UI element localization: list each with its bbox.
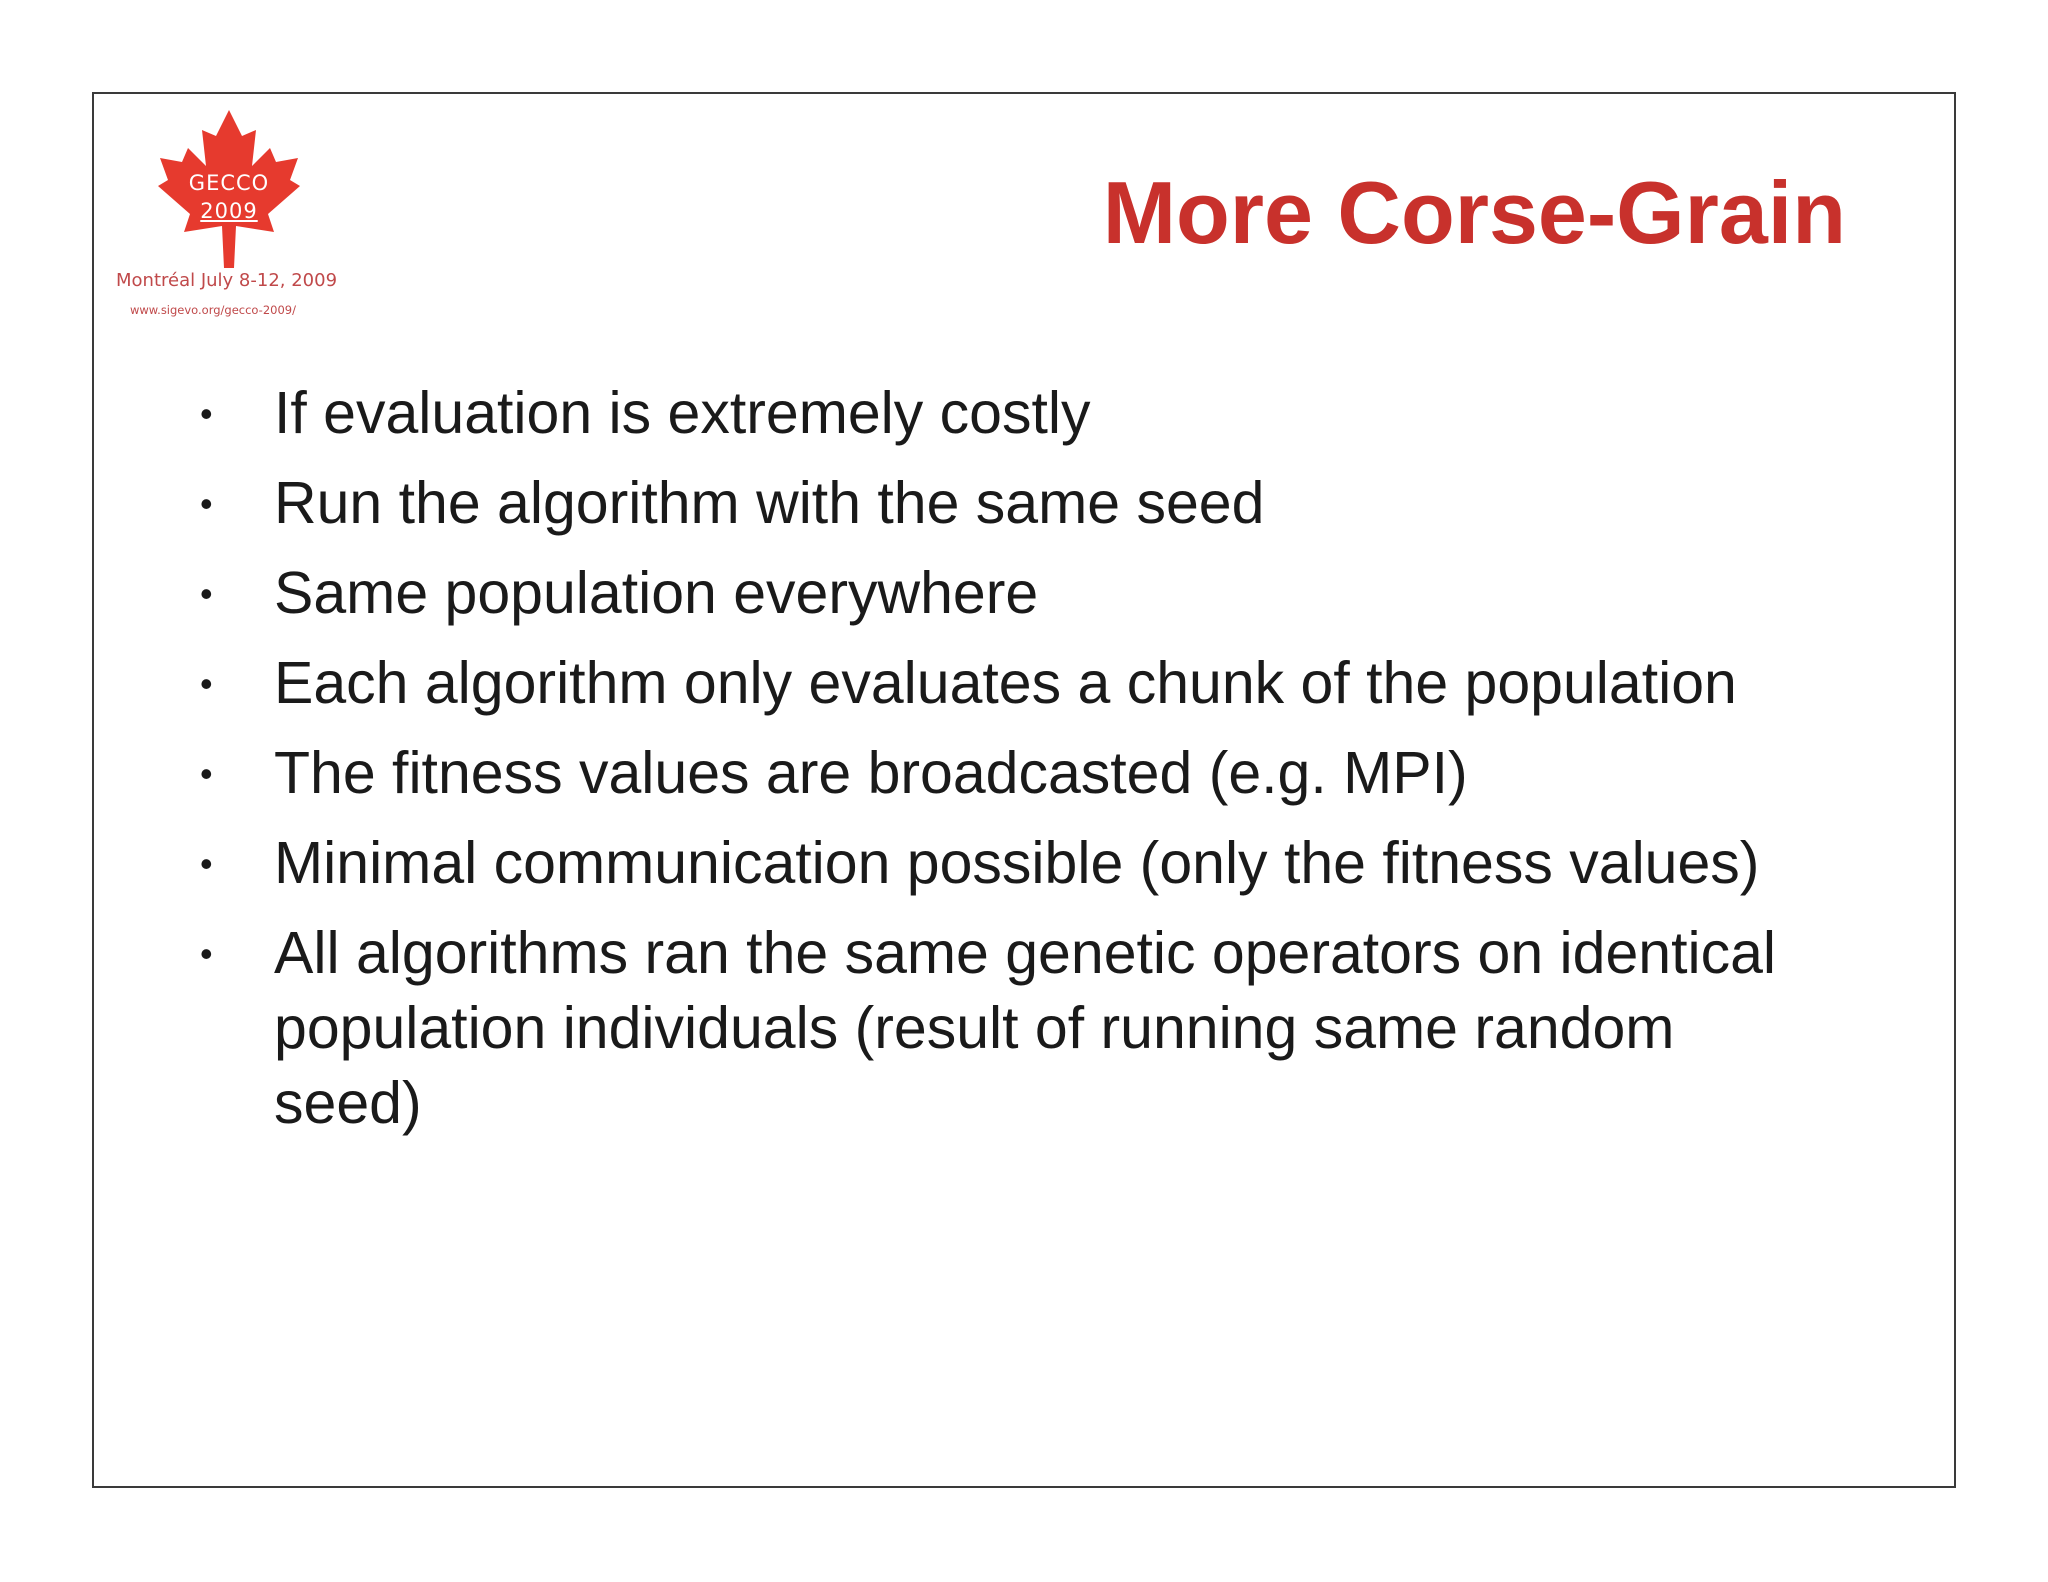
bullet-marker: •: [200, 933, 213, 974]
slide-title: More Corse-Grain: [1102, 163, 1846, 262]
bullet-text: The fitness values are broadcasted (e.g. MPI): [274, 740, 1468, 806]
bullet-text: All algorithms ran the same genetic operators on identical population individuals (result of running same random seed): [274, 920, 1777, 1136]
logo-year-text: 2009: [200, 199, 258, 223]
bullet-marker: •: [200, 573, 213, 614]
bullet-item: [190, 376, 1840, 451]
bullet-item: [190, 646, 1840, 721]
bullet-item: [190, 736, 1840, 811]
bullet-text: Run the algorithm with the same seed: [274, 470, 1265, 536]
logo-url-text: www.sigevo.org/gecco-2009/: [130, 303, 296, 317]
bullet-marker: •: [200, 393, 213, 434]
bullet-text: Same population everywhere: [274, 560, 1039, 626]
bullet-marker: •: [200, 483, 213, 524]
bullet-item: [190, 916, 1840, 1141]
bullet-list: [190, 376, 1840, 1156]
bullet-item: [190, 556, 1840, 631]
logo-gecco-text: GECCO: [188, 171, 270, 195]
bullet-text: Each algorithm only evaluates a chunk of the population: [274, 650, 1737, 716]
bullet-marker: •: [200, 663, 213, 704]
bullet-item: [190, 466, 1840, 541]
conference-logo: [112, 108, 368, 328]
bullet-item: [190, 826, 1840, 901]
bullet-marker: •: [200, 753, 213, 794]
bullet-marker: •: [200, 843, 213, 884]
bullet-text: Minimal communication possible (only the fitness values): [274, 830, 1760, 896]
logo-date-text: Montréal July 8-12, 2009: [116, 270, 338, 291]
bullet-text: If evaluation is extremely costly: [274, 380, 1091, 446]
